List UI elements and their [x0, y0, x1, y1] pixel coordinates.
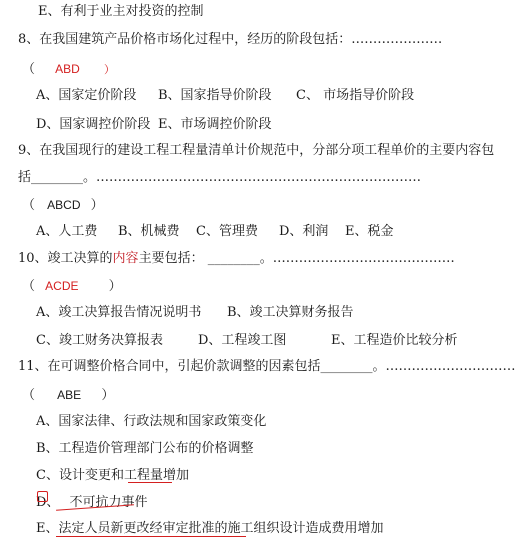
paren-close: ） — [101, 388, 115, 403]
q8-option-b: B、国家指导价阶段 — [158, 88, 272, 103]
paren-open: （ — [22, 198, 36, 213]
q8-option-d: D、国家调控价阶段 — [36, 117, 151, 132]
q11-option-a: A、国家法律、行政法规和国家政策变化 — [36, 414, 267, 429]
answer-9: ABCD — [47, 198, 81, 212]
q11-option-d — [36, 495, 147, 511]
question-8: 8、在我国建筑产品价格市场化过程中，经历的阶段包括：………………… — [18, 32, 443, 47]
q8-option-a: A、国家定价阶段 — [36, 88, 137, 103]
question-11: 11、在可调整价格合同中，引起价款调整的因素包括________。………………………… — [18, 359, 516, 374]
q9-option-c: C、管理费 — [196, 224, 258, 239]
q8-option-c: C、 市场指导价阶段 — [296, 88, 415, 103]
answer-row-11 — [22, 387, 114, 404]
answer-10: ACDE — [45, 279, 79, 293]
paren-close: ） — [90, 198, 104, 213]
q9-option-a: A、人工费 — [36, 224, 98, 239]
answer-row-8 — [22, 61, 115, 78]
answer-row-10 — [22, 278, 122, 295]
q11-option-d-label: D、 — [36, 495, 60, 510]
q10-option-d: D、工程竣工图 — [198, 333, 287, 348]
q8-option-e: E、市场调控价阶段 — [158, 117, 272, 132]
paren-open: （ — [22, 388, 36, 403]
question-10-suffix: 主要包括： ________。…………………………………… — [138, 251, 455, 266]
q10-option-a: A、竣工决算报告情况说明书 — [36, 305, 202, 320]
paren-close: ） — [108, 279, 122, 294]
q10-option-b: B、竣工决算财务报告 — [227, 305, 354, 320]
underline-mark — [56, 536, 246, 537]
question-9-line2: 括________。………………………………………………………………… — [18, 170, 421, 185]
paren-open: （ — [22, 279, 36, 294]
underline-mark — [128, 482, 172, 483]
answer-8: ABD — [55, 62, 80, 76]
q11-option-d-text: 不可抗力事件 — [69, 495, 148, 510]
question-10-prefix: 10、竣工决算的 — [18, 251, 113, 266]
paren-close: ） — [103, 63, 115, 76]
answer-11: ABE — [57, 388, 82, 402]
question-9-line1: 9、在我国现行的建设工程工程量清单计价规范中，分部分项工程单价的主要内容包 — [18, 143, 495, 158]
q10-option-c: C、竣工财务决算报表 — [36, 333, 163, 348]
q9-option-b: B、机械费 — [118, 224, 180, 239]
q11-option-b: B、工程造价管理部门公布的价格调整 — [36, 441, 254, 456]
paren-open: （ — [22, 62, 36, 77]
question-10-content-word: 内容 — [112, 251, 139, 266]
answer-row-9 — [22, 197, 104, 214]
option-e-prev: E、有利于业主对投资的控制 — [38, 4, 204, 19]
q10-option-e: E、工程造价比较分析 — [331, 333, 458, 348]
q9-option-e: E、税金 — [345, 224, 394, 239]
q11-option-e: E、法定人员新更改经审定批准的施工组织设计造成费用增加 — [36, 521, 384, 536]
q9-option-d: D、利润 — [279, 224, 329, 239]
q11-option-c: C、设计变更和工程量增加 — [36, 468, 189, 483]
checkmark-box — [37, 491, 48, 502]
question-10 — [18, 251, 455, 267]
